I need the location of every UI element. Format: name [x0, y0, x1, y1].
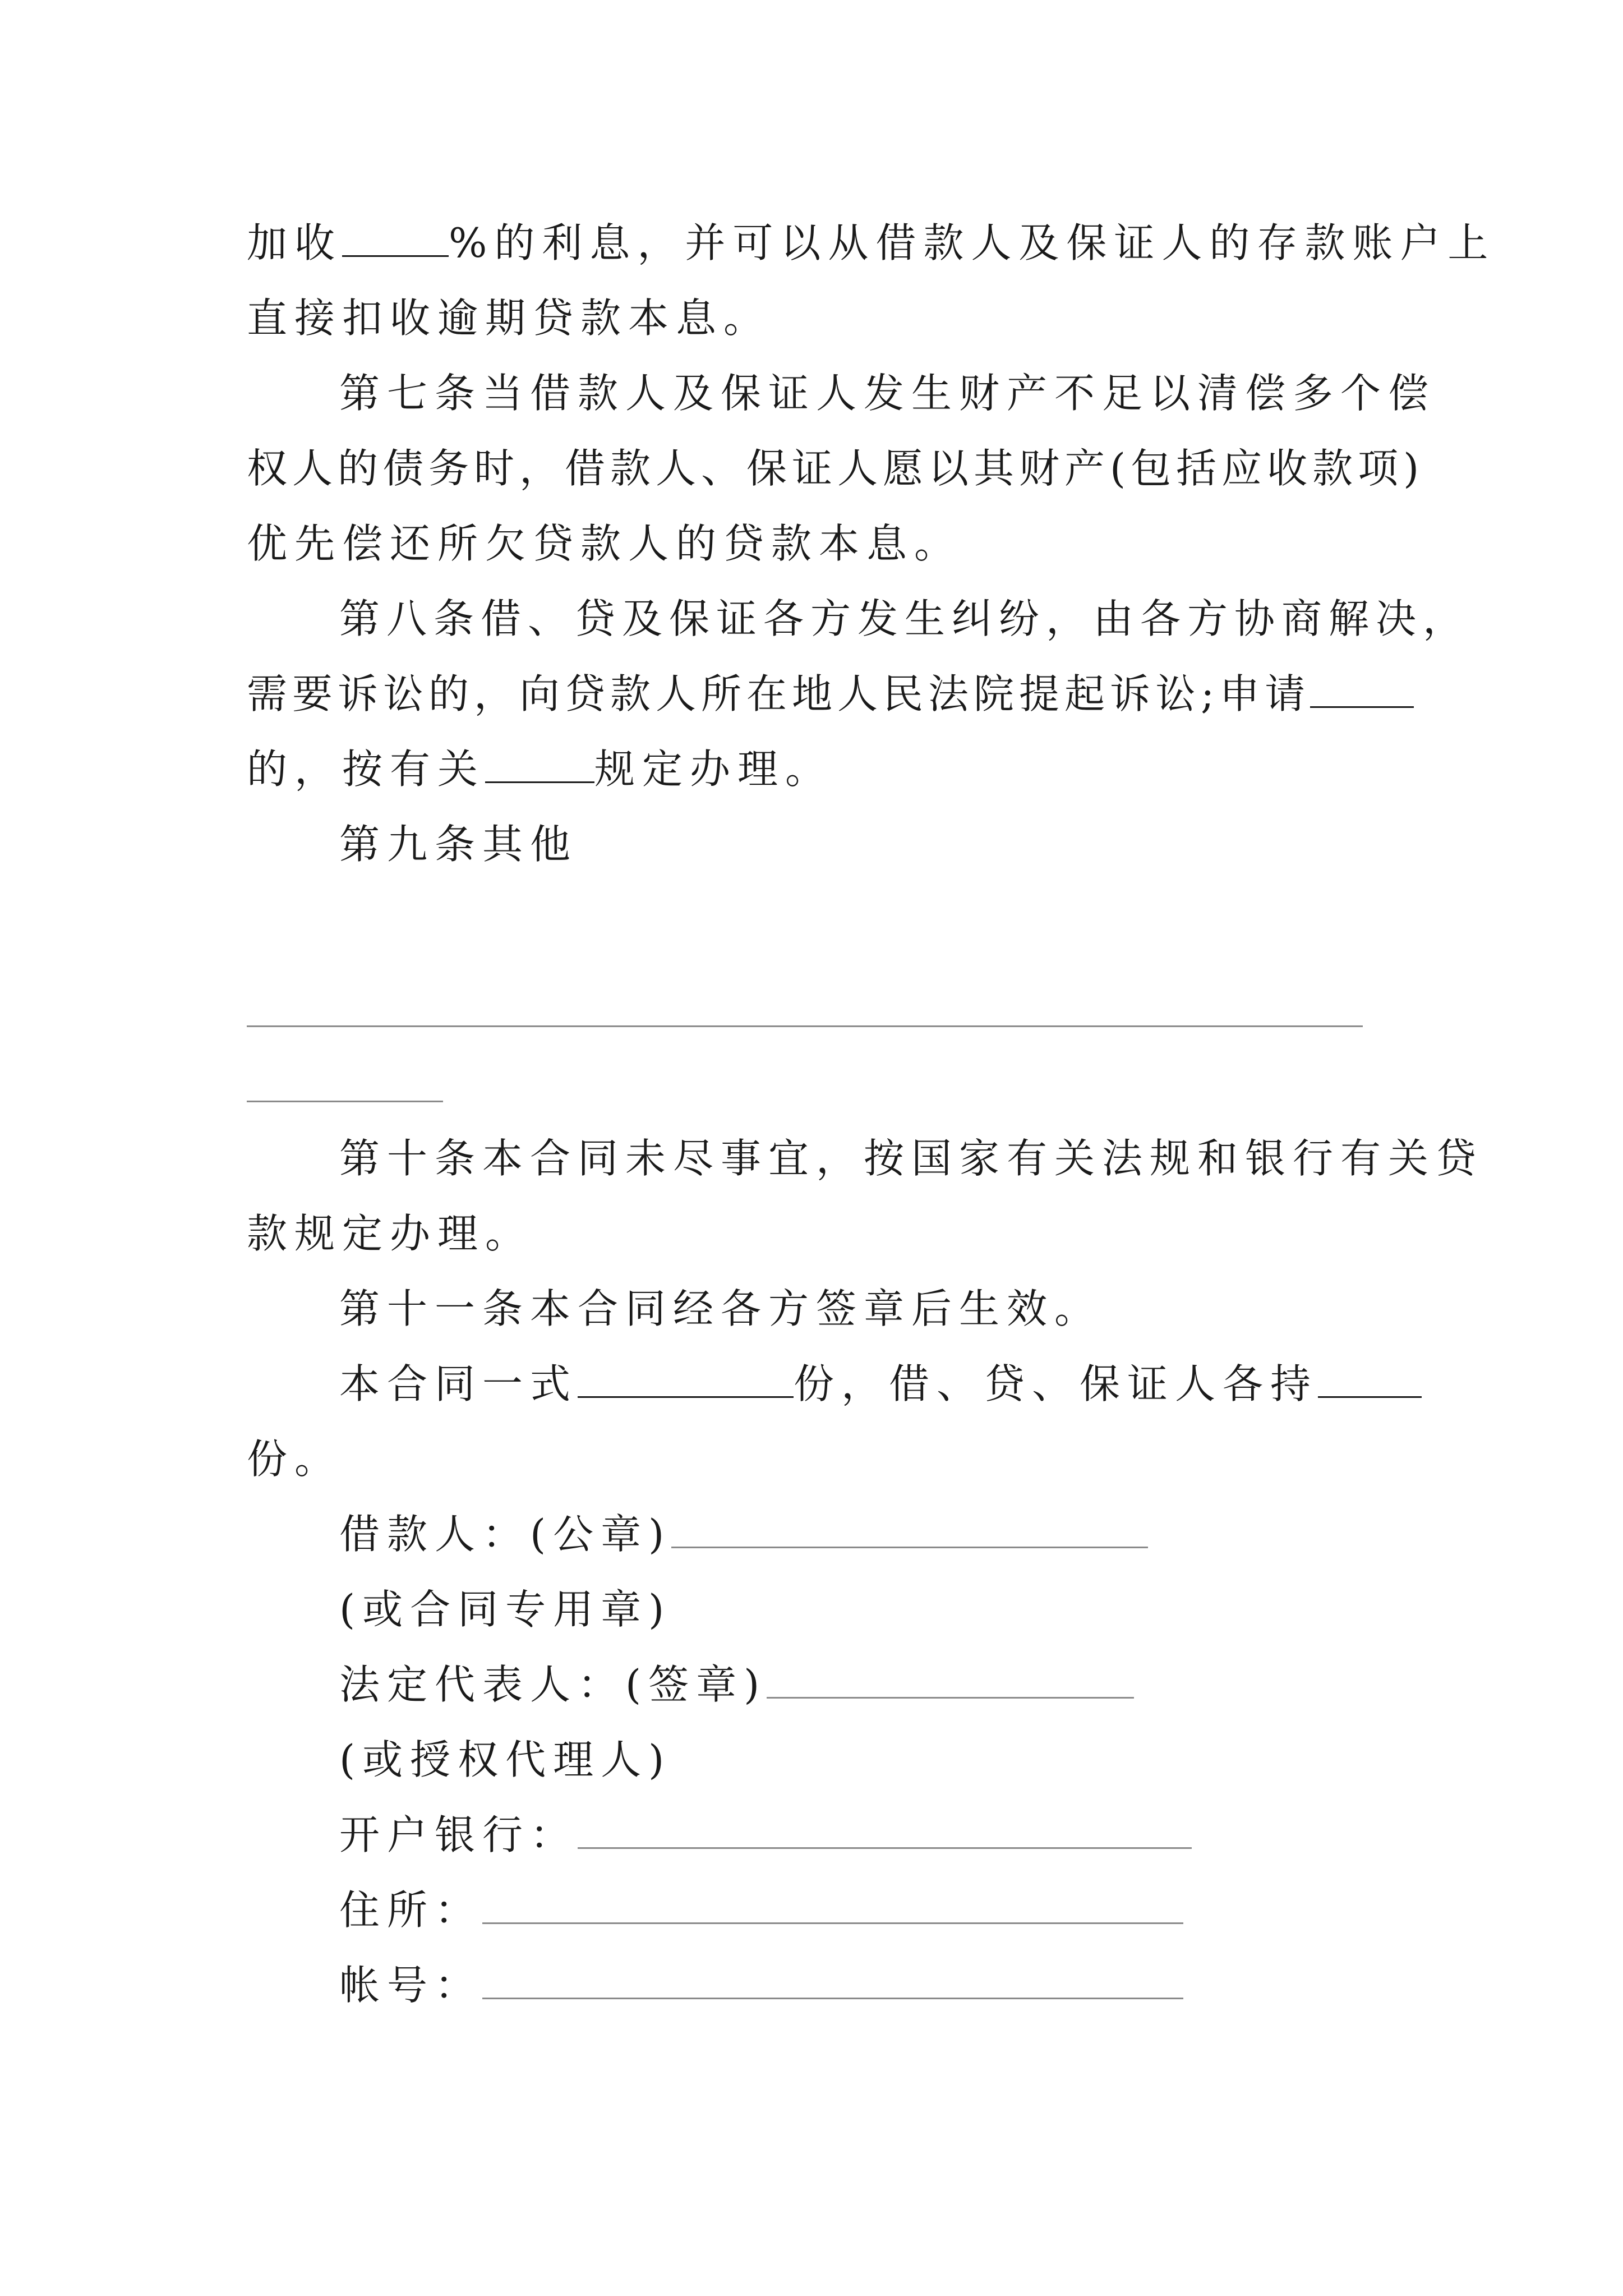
blank-rule — [247, 1101, 443, 1102]
fill-blank — [671, 1511, 1148, 1548]
text-line: 优先偿还所欠贷款人的贷款本息。 — [247, 520, 962, 567]
text-line — [247, 744, 833, 794]
fill-blank — [482, 1887, 1183, 1924]
text-segment: %的利息，并可以从借款人及保证人的存款账户上 — [449, 219, 1496, 266]
text-line: 第十条本合同未尽事宜，按国家有关法规和银行有关贷 — [339, 1135, 1484, 1182]
text-line: 份。 — [247, 1435, 343, 1483]
text-segment: 规定办理。 — [594, 746, 833, 793]
text-line: 第十一条本合同经各方签章后生效。 — [339, 1285, 1103, 1332]
fill-blank — [485, 746, 594, 783]
text-line: 权人的债务时，借款人、保证人愿以其财产(包括应收款项) — [247, 445, 1424, 492]
text-segment: 需要诉讼的，向贷款人所在地人民法院提起诉讼;申请 — [247, 670, 1311, 717]
field-line-address — [339, 1885, 1183, 1935]
text-segment: 份，借、贷、保证人各持 — [794, 1360, 1318, 1407]
field-label: 开户银行： — [339, 1811, 578, 1858]
field-label: 借款人：(公章) — [339, 1511, 672, 1558]
field-line-account — [339, 1960, 1183, 2010]
text-line: 第七条当借款人及保证人发生财产不足以清偿多个偿 — [339, 370, 1436, 417]
field-label: 住所： — [339, 1887, 483, 1934]
signature-line-representative — [339, 1659, 1134, 1710]
text-segment: 的，按有关 — [247, 746, 486, 793]
fill-blank — [1318, 1360, 1422, 1398]
text-segment: 本合同一式 — [339, 1360, 578, 1407]
field-label: 帐号： — [339, 1962, 483, 2009]
fill-blank — [578, 1811, 1192, 1849]
fill-blank — [767, 1661, 1134, 1699]
text-line — [247, 669, 1414, 719]
fill-blank — [342, 219, 449, 257]
fill-blank — [1310, 670, 1414, 708]
text-line: 直接扣收逾期贷款本息。 — [247, 295, 772, 342]
text-line — [247, 218, 1495, 268]
text-line: (或授权代理人) — [339, 1736, 672, 1783]
signature-line-borrower — [339, 1509, 1148, 1559]
blank-rule — [247, 1025, 1363, 1027]
text-line — [339, 1359, 1422, 1409]
fill-blank — [482, 1962, 1183, 1999]
text-segment: 加收 — [247, 219, 343, 266]
field-line-bank — [339, 1810, 1192, 1860]
text-line: (或合同专用章) — [339, 1586, 672, 1633]
field-label: 法定代表人：(签章) — [339, 1661, 767, 1708]
text-line: 第八条借、贷及保证各方发生纠纷，由各方协商解决， — [339, 595, 1470, 642]
text-line: 第九条其他 — [339, 821, 578, 868]
text-line: 款规定办理。 — [247, 1210, 533, 1257]
fill-blank — [578, 1360, 794, 1398]
